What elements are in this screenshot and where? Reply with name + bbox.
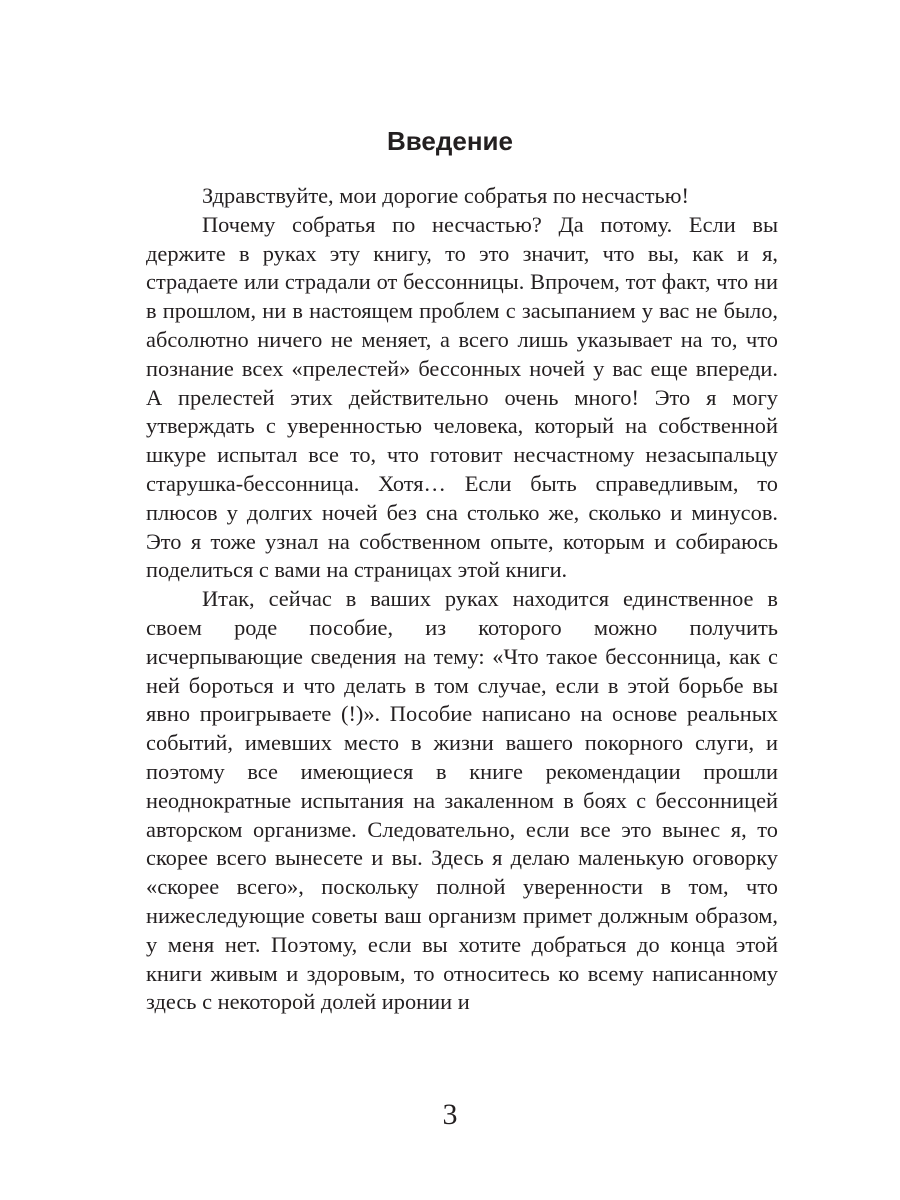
paragraph-greeting: Здравствуйте, мои дорогие собратья по несчастью! [202, 183, 689, 208]
body-text [146, 182, 778, 1017]
page-number: 3 [442, 1098, 458, 1131]
chapter-title: Введение [387, 126, 513, 156]
paragraph-why-fellows: Почему собратья по несчастью? Да потому. Если вы держите в руках эту книгу, то это значит, что вы, как и я, страдаете или страдали от бессонницы. Впрочем, тот факт, что ни в прошлом, ни в настоящем проблем с засыпанием у вас не было, абсолютно ничего не меняет, а всего лишь указывает на то, что познание всех «прелестей» бессонных ночей у вас еще впереди. А прелестей этих действительно очень много! Это я могу утверждать с уверенностью человека, который на собственной шкуре испытал все то, что готовит несчастному незасыпальцу старушка-бессонница. Хотя… Если быть справедливым, то плюсов у долгих ночей без сна столько же, сколько и минусов. Это я тоже узнал на собственном опыте, которым и собираюсь поделиться с вами на страницах этой книги. [146, 211, 778, 583]
paragraph-about-book: Итак, сейчас в ваших руках находится единственное в своем роде пособие, из которого можно получить исчерпывающие сведения на тему: «Что такое бессонница, как с ней бороться и что делать в том случае, если в этой борьбе вы явно проигрываете (!)». Пособие написано на основе реальных событий, имевших место в жизни вашего покорного слуги, и поэтому все имеющиеся в книге рекомендации прошли неоднократные испытания на закаленном в боях с бессонницей авторском организме. Следовательно, если все это вынес я, то скорее всего вынесете и вы. Здесь я делаю маленькую оговорку «скорее всего», поскольку полной уверенности в том, что нижеследующие советы ваш организм примет должным образом, у меня нет. Поэтому, если вы хотите добраться до конца этой книги живым и здоровым, то относитесь ко всему написанному здесь с некоторой долей иронии и [146, 586, 778, 1015]
